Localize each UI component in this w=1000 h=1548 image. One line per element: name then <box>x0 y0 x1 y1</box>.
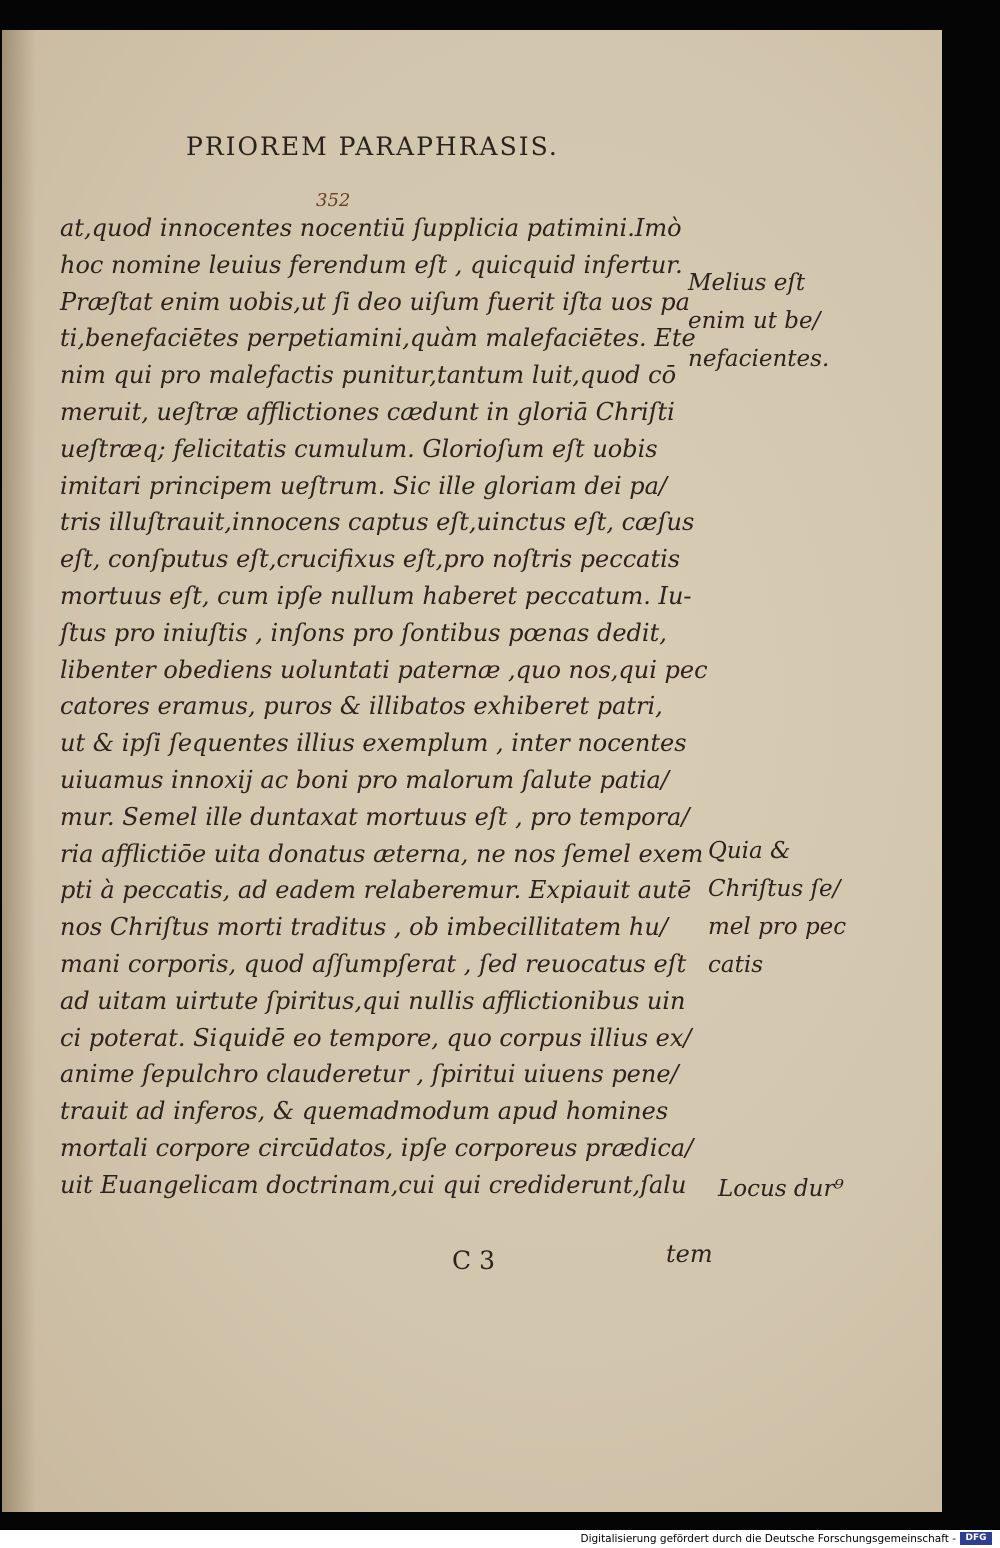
text-line: mortali corpore circūdatos, ipſe corporeus prædica/ <box>60 1133 694 1162</box>
text-line: imitari principem ueſtrum. Sic ille gloriam dei pa/ <box>60 471 668 500</box>
text-line: ut & ipſi ſequentes illius exemplum , inter nocentes <box>60 729 687 758</box>
text-line: trauit ad inferos, & quemadmodum apud homines <box>60 1097 669 1126</box>
text-line: mani corporis, quod aſſumpſerat , ſed reuocatus eſt <box>60 949 687 978</box>
marginal-note-melius <box>688 264 829 378</box>
text-line: uit Euangelicam doctrinam,cui qui crediderunt,ſalu <box>60 1170 687 1199</box>
text-line: pti à peccatis, ad eadem relaberemur. Expiauit autē <box>60 876 692 905</box>
text-line: ad uitam uirtute ſpiritus,qui nullis afflictionibus uin <box>60 986 686 1015</box>
text-line: ti,benefaciētes perpetiamini,quàm malefaciētes. Ete <box>60 324 696 353</box>
text-line: meruit, ueſtræ afflictiones cædunt in gloriā Chriſti <box>60 397 675 426</box>
marginal-line: enim ut be/ <box>688 308 821 334</box>
handwritten-folio-number: 352 <box>316 190 351 211</box>
marginal-line: mel pro pec <box>708 914 847 940</box>
text-line: uiuamus innoxij ac boni pro malorum ſalute patia/ <box>60 765 669 794</box>
body-text <box>60 210 708 1204</box>
text-line: mortuus eſt, cum ipſe nullum haberet peccatum. Iu- <box>60 581 692 610</box>
text-line: at,quod innocentes nocentiū ſupplicia patimini.Imò <box>60 214 682 242</box>
text-line: ſtus pro iniuſtis , inſons pro ſontibus pœnas dedit, <box>60 618 667 647</box>
text-line: hoc nomine leuius ferendum eſt , quicquid infertur. <box>60 250 683 279</box>
text-line: eſt, conſputus eſt,crucifixus eſt,pro noſtris peccatis <box>60 545 681 574</box>
text-line: anime ſepulchro clauderetur , ſpiritui uiuens pene/ <box>60 1060 679 1089</box>
marginal-line: Quia & <box>708 838 791 864</box>
text-line: tris illuſtrauit,innocens captus eſt,uinctus eſt, cæſus <box>60 508 695 537</box>
footer-credit: Digitalisierung gefördert durch die Deutsche Forschungsgemeinschaft - <box>580 1533 956 1545</box>
marginal-line: Chriſtus ſe/ <box>708 876 841 902</box>
signature-mark: C 3 <box>452 1246 495 1275</box>
text-line: mur. Semel ille duntaxat mortuus eſt , pro tempora/ <box>60 802 690 831</box>
marginal-line: Melius eſt <box>688 270 806 296</box>
text-line: nos Chriſtus morti traditus , ob imbecillitatem hu/ <box>60 913 668 942</box>
text-line: nim qui pro malefactis punitur,tantum luit,quod cō <box>60 361 677 390</box>
text-line: Præſtat enim uobis,ut ſi deo uiſum fuerit iſta uos pa <box>60 287 690 316</box>
text-line: libenter obediens uoluntati paternæ ,quo nos,qui pec <box>60 655 708 684</box>
marginal-note-locus <box>718 1170 844 1208</box>
catchword: tem <box>666 1240 713 1268</box>
running-head: PRIOREM PARAPHRASIS. <box>186 132 559 161</box>
text-line: ria afflictiōe uita donatus æterna, ne nos ſemel exem <box>60 839 704 868</box>
gutter-shadow <box>2 30 36 1512</box>
text-line: ueſtræq; felicitatis cumulum. Glorioſum eſt uobis <box>60 434 658 463</box>
marginal-note-quia <box>708 832 846 984</box>
text-line: catores eramus, puros & illibatos exhiberet patri, <box>60 692 663 721</box>
marginal-line: nefacientes. <box>688 346 830 372</box>
text-line: ci poterat. Siquidē eo tempore, quo corpus illius ex/ <box>60 1023 692 1052</box>
dfg-logo: DFG <box>960 1532 992 1545</box>
marginal-line: Locus dur⁹ <box>718 1176 844 1202</box>
marginal-line: catis <box>708 952 763 978</box>
